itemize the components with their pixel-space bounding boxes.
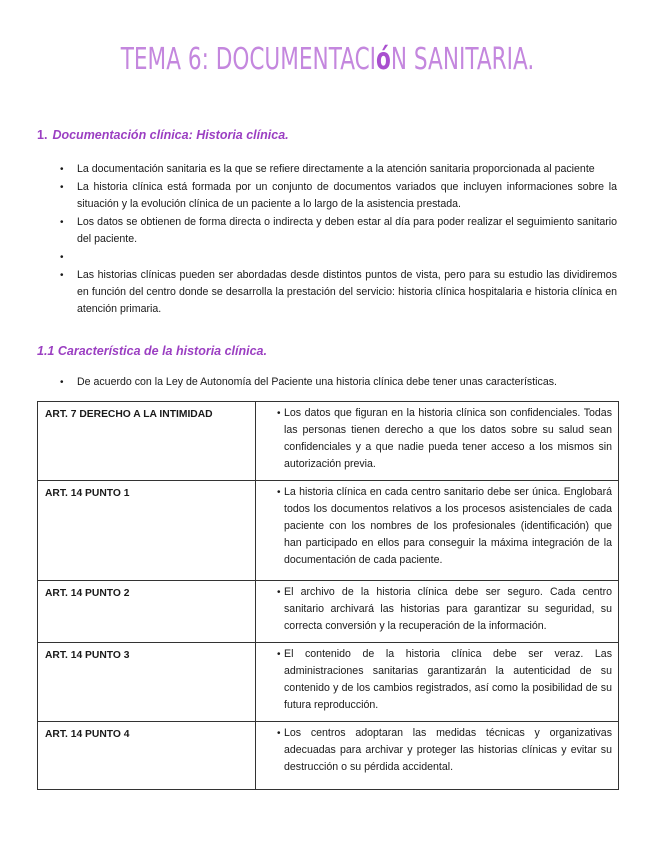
bullet-icon: • — [277, 587, 281, 598]
row-text: Los centros adoptaran las medidas técnicas y organizativas adecuadas para archivar y proteger las historias clínicas y evitar su destrucción o su pérdida accidental. — [284, 727, 612, 773]
row-label: ART. 14 PUNTO 4 — [38, 722, 256, 790]
list-item — [60, 161, 617, 178]
row-description — [256, 481, 619, 581]
table-row — [38, 581, 619, 643]
row-label: ART. 14 PUNTO 3 — [38, 643, 256, 722]
bullet-icon: • — [60, 182, 64, 193]
list-item — [60, 214, 617, 248]
row-label: ART. 7 DERECHO A LA INTIMIDAD — [38, 402, 256, 481]
row-description — [256, 402, 619, 481]
row-text: La historia clínica en cada centro sanitario debe ser única. Englobará todos los documentos relativos a los procesos asistenciales de cada paciente con los nombres de los profesionales (identificación) que han participado en ellos para conseguir la máxima integración de la documentación de cada paciente. — [284, 486, 612, 566]
title-text-end: N SANITARIA. — [390, 42, 535, 77]
bullet-icon: • — [60, 270, 64, 281]
bullet-icon: • — [60, 377, 64, 388]
row-label: ART. 14 PUNTO 2 — [38, 581, 256, 643]
list-item-empty — [60, 249, 617, 266]
list-item — [60, 179, 617, 213]
section-1-heading — [37, 128, 289, 142]
section-1-title: Documentación clínica: Historia clínica. — [52, 128, 289, 142]
bullet-icon: • — [277, 487, 281, 498]
section-2-title: 1.1 Característica de la historia clínica. — [37, 344, 267, 358]
list-item-text: La documentación sanitaria es la que se refiere directamente a la atención sanitaria proporcionada al paciente — [77, 163, 595, 175]
section-2-intro — [60, 374, 620, 391]
bullet-icon: • — [277, 728, 281, 739]
row-text: Los datos que figuran en la historia clínica son confidenciales. Todas las personas tienen derecho a que los datos sobre su salud sean confidenciales y a que nadie pueda tener acceso a los mismos sin autorización previa. — [284, 407, 612, 470]
row-description — [256, 643, 619, 722]
bullet-icon: • — [277, 408, 281, 419]
row-description — [256, 581, 619, 643]
list-item-text: Las historias clínicas pueden ser abordadas desde distintos puntos de vista, pero para su estudio las dividiremos en función del centro donde se desarrolla la prestación del servicio: historia clínica hospitalaria e historia clínica en atención primaria. — [77, 269, 617, 315]
row-text: El contenido de la historia clínica debe ser veraz. Las administraciones sanitarias garantizarán la autenticidad de su contenido y de los cambios registrados, así como la posibilidad de su futura reproducción. — [284, 648, 612, 711]
intro-text: De acuerdo con la Ley de Autonomía del Paciente una historia clínica debe tener unas características. — [77, 376, 557, 388]
row-label: ART. 14 PUNTO 1 — [38, 481, 256, 581]
list-item-text: Los datos se obtienen de forma directa o indirecta y deben estar al día para poder realizar el seguimiento sanitario del paciente. — [77, 216, 617, 245]
characteristics-table — [37, 401, 619, 790]
bullet-icon: • — [60, 217, 64, 228]
page-title — [92, 42, 564, 77]
list-item-text: La historia clínica está formada por un conjunto de documentos variados que incluyen informaciones sobre la situación y la evolución clínica de un paciente a lo largo de la asistencia prestada. — [77, 181, 617, 210]
bullet-icon: • — [277, 649, 281, 660]
table-row — [38, 402, 619, 481]
list-item — [60, 267, 617, 318]
row-description — [256, 722, 619, 790]
title-accent-letter: ó — [376, 42, 391, 77]
section-2-heading — [37, 344, 267, 358]
table-row — [38, 643, 619, 722]
row-text: El archivo de la historia clínica debe ser seguro. Cada centro sanitario archivará las historias para garantizar su seguridad, su correcta conversión y la recuperación de la información. — [284, 586, 612, 632]
bullet-icon: • — [60, 164, 64, 175]
title-text: TEMA 6: DOCUMENTACI — [120, 42, 377, 77]
section-1-bullet-list — [60, 161, 617, 319]
bullet-icon: • — [60, 252, 64, 263]
section-1-number: 1. — [37, 128, 48, 142]
table-row — [38, 722, 619, 790]
table-row — [38, 481, 619, 581]
